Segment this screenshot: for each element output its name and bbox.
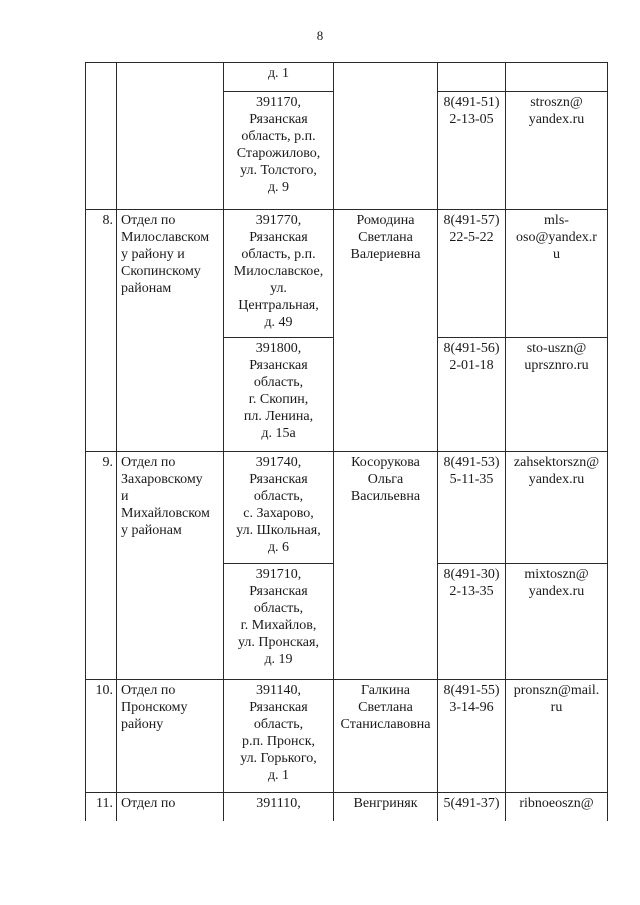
- table-row: [86, 793, 608, 821]
- head-name: Косорукова Ольга Васильевна: [334, 452, 438, 680]
- email-cell: mixtoszn@ yandex.ru: [506, 564, 608, 680]
- table-row: [86, 680, 608, 793]
- department-name: [117, 63, 224, 210]
- phone-cell: 8(491-55) 3-14-96: [438, 680, 506, 793]
- head-name: Галкина Светлана Станиславовна: [334, 680, 438, 793]
- address-cell: 391740, Рязанская область, с. Захарово, ул. Школьная, д. 6: [224, 452, 334, 564]
- page-number: 8: [316, 28, 324, 43]
- department-name: Отдел по Пронскому району: [117, 680, 224, 793]
- row-number: 10.: [86, 680, 117, 793]
- phone-cell: 5(491-37): [438, 793, 506, 821]
- head-name: Ромодина Светлана Валериевна: [334, 210, 438, 452]
- email-cell: pronszn@mail. ru: [506, 680, 608, 793]
- departments-table: [85, 62, 608, 821]
- email-cell: zahsektorszn@ yandex.ru: [506, 452, 608, 564]
- phone-cell: 8(491-30) 2-13-35: [438, 564, 506, 680]
- department-name: Отдел по Захаровскому и Михайловском у районам: [117, 452, 224, 680]
- email-cell: ribnoeoszn@: [506, 793, 608, 821]
- row-number: 9.: [86, 452, 117, 680]
- table-row: [86, 210, 608, 338]
- table-row: [86, 452, 608, 564]
- address-cell: 391800, Рязанская область, г. Скопин, пл. Ленина, д. 15а: [224, 338, 334, 452]
- address-cell: 391170, Рязанская область, р.п. Старожилово, ул. Толстого, д. 9: [224, 92, 334, 210]
- email-cell: mls- oso@yandex.r u: [506, 210, 608, 338]
- department-name: Отдел по: [117, 793, 224, 821]
- email-cell: [506, 63, 608, 92]
- phone-cell: 8(491-57) 22-5-22: [438, 210, 506, 338]
- head-name: [334, 63, 438, 210]
- row-number: 8.: [86, 210, 117, 452]
- row-number: 11.: [86, 793, 117, 821]
- address-cell: 391140, Рязанская область, р.п. Пронск, ул. Горького, д. 1: [224, 680, 334, 793]
- phone-cell: 8(491-53) 5-11-35: [438, 452, 506, 564]
- address-cell: 391110,: [224, 793, 334, 821]
- head-name: Венгриняк: [334, 793, 438, 821]
- address-cell: 391710, Рязанская область, г. Михайлов, ул. Пронская, д. 19: [224, 564, 334, 680]
- row-number: [86, 63, 117, 210]
- phone-cell: 8(491-56) 2-01-18: [438, 338, 506, 452]
- address-cell: д. 1: [224, 63, 334, 92]
- department-name: Отдел по Милославском у району и Скопинскому районам: [117, 210, 224, 452]
- address-cell: 391770, Рязанская область, р.п. Милославское, ул. Центральная, д. 49: [224, 210, 334, 338]
- email-cell: stroszn@ yandex.ru: [506, 92, 608, 210]
- table-row: [86, 63, 608, 92]
- email-cell: sto-uszn@ uprsznro.ru: [506, 338, 608, 452]
- phone-cell: 8(491-51) 2-13-05: [438, 92, 506, 210]
- phone-cell: [438, 63, 506, 92]
